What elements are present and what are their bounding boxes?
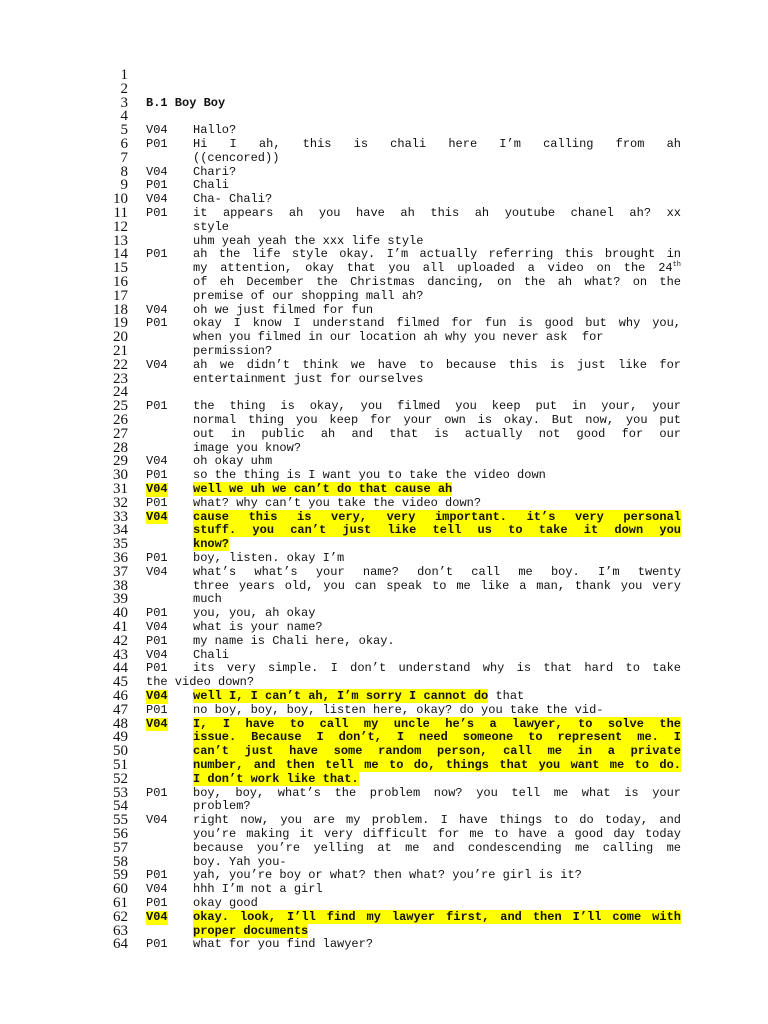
speaker-code: V04 bbox=[146, 123, 168, 138]
speaker-code: V04 bbox=[146, 647, 168, 662]
line-number: 36 bbox=[113, 550, 128, 566]
speaker-code: P01 bbox=[146, 606, 168, 621]
line-number: 2 bbox=[120, 80, 128, 97]
utterance-segment: Cha- Chali? bbox=[193, 192, 273, 207]
line-number: 29 bbox=[113, 453, 128, 470]
line-number: 21 bbox=[113, 343, 128, 359]
line-number: 33 bbox=[113, 508, 128, 525]
line-number: 35 bbox=[113, 536, 128, 553]
utterance-segment: ah we didn’t think we have to because this is just like for bbox=[193, 357, 681, 372]
utterance-text bbox=[193, 414, 681, 428]
line-number: 56 bbox=[113, 826, 128, 842]
utterance-text bbox=[193, 938, 681, 952]
utterance-segment: style bbox=[193, 219, 230, 234]
line-number: 57 bbox=[113, 839, 128, 856]
utterance-text bbox=[193, 497, 681, 511]
utterance-text bbox=[193, 359, 681, 373]
line-number: 61 bbox=[113, 895, 128, 911]
line-number: 60 bbox=[113, 881, 128, 898]
utterance-text bbox=[193, 511, 681, 525]
line-number: 26 bbox=[113, 412, 128, 428]
speaker-code: V04 bbox=[146, 454, 168, 469]
line-number: 62 bbox=[113, 908, 128, 925]
utterance-segment: boy. Yah you- bbox=[193, 854, 287, 869]
utterance-segment: boy, boy, what’s the problem now? you tell me what is your bbox=[193, 785, 681, 800]
line-number: 34 bbox=[113, 522, 128, 539]
utterance-segment: ah the life style okay. I’m actually referring this brought in bbox=[193, 247, 681, 262]
line-number: 6 bbox=[120, 136, 128, 152]
utterance-segment: hhh I’m not a girl bbox=[193, 882, 323, 897]
line-number: 53 bbox=[113, 784, 128, 801]
line-number: 12 bbox=[113, 218, 128, 235]
utterance-text bbox=[193, 235, 681, 249]
utterance-segment: Hi I ah, this is chali here I’m calling from ah bbox=[193, 137, 681, 151]
line-number: 55 bbox=[113, 812, 128, 829]
utterance-text bbox=[193, 166, 681, 180]
utterance-text bbox=[193, 662, 681, 676]
utterance-segment: oh okay uhm bbox=[193, 454, 273, 469]
line-number: 38 bbox=[113, 577, 128, 594]
utterance-segment: stuff. you can’t just like tell us to take it down you bbox=[193, 523, 681, 538]
line-number: 1 bbox=[120, 67, 128, 83]
utterance-segment: my name is Chali here, okay. bbox=[193, 633, 395, 648]
line-number: 23 bbox=[113, 370, 128, 387]
utterance-segment: my attention, okay that you all uploaded a video on the 24 bbox=[193, 261, 673, 276]
line-number: 4 bbox=[120, 108, 128, 125]
line-number: 39 bbox=[113, 591, 128, 608]
utterance-text bbox=[193, 483, 681, 497]
utterance-segment: okay. look, I’ll find my lawyer first, and then I’ll come with bbox=[193, 909, 681, 924]
line-number: 32 bbox=[113, 494, 128, 511]
utterance-segment: issue. Because I don’t, I need someone to represent me. I bbox=[193, 730, 681, 745]
line-number: 9 bbox=[120, 177, 128, 194]
utterance-segment: well I, I can’t ah, I’m sorry I cannot do bbox=[193, 689, 489, 703]
utterance-segment: it appears ah you have ah this ah youtube chanel ah? xx bbox=[193, 206, 681, 220]
line-number: 10 bbox=[113, 191, 128, 208]
utterance-text bbox=[193, 869, 681, 883]
utterance-text bbox=[193, 345, 681, 359]
line-number: 18 bbox=[113, 301, 128, 318]
utterance-segment-unhighlighted: that bbox=[488, 689, 525, 703]
utterance-segment: out in public ah and that is actually not good for our bbox=[193, 426, 681, 441]
utterance-text bbox=[193, 828, 681, 842]
speaker-code: V04 bbox=[146, 564, 168, 579]
utterance-segment: cause this is very, very important. it’s very personal bbox=[193, 509, 681, 524]
utterance-text bbox=[193, 469, 681, 483]
utterance-text bbox=[193, 442, 681, 456]
speaker-code: V04 bbox=[146, 813, 168, 828]
utterance-segment: of eh December the Christmas dancing, on the ah what? on the bbox=[193, 275, 681, 289]
utterance-segment: well we uh we can’t do that cause ah bbox=[193, 482, 453, 496]
utterance-text bbox=[193, 607, 681, 621]
utterance-text bbox=[193, 800, 681, 814]
line-number: 24 bbox=[113, 384, 128, 401]
utterance-text bbox=[193, 524, 681, 538]
utterance-text bbox=[193, 193, 681, 207]
utterance-segment: I, I have to call my uncle he’s a lawyer, to solve the bbox=[193, 716, 681, 731]
utterance-text bbox=[193, 731, 681, 745]
speaker-code: V04 bbox=[146, 164, 168, 179]
utterance-segment: Hallo? bbox=[193, 123, 237, 138]
speaker-code: V04 bbox=[146, 909, 168, 924]
line-number: 41 bbox=[113, 619, 128, 635]
utterance-segment: Chali bbox=[193, 178, 230, 193]
utterance-text bbox=[193, 842, 681, 856]
line-number: 46 bbox=[113, 688, 128, 704]
utterance-segment: what for you find lawyer? bbox=[193, 937, 374, 952]
line-number: 28 bbox=[113, 439, 128, 456]
utterance-segment: okay I know I understand filmed for fun is good but why you, bbox=[193, 316, 681, 331]
utterance-text bbox=[193, 759, 681, 773]
utterance-text bbox=[193, 400, 681, 414]
utterance-text bbox=[193, 621, 681, 635]
line-number: 3 bbox=[120, 94, 128, 111]
utterance-text bbox=[193, 704, 681, 718]
utterance-text bbox=[193, 773, 681, 787]
line-number: 43 bbox=[113, 646, 128, 663]
utterance-text bbox=[193, 814, 681, 828]
utterance-segment: what’s what’s your name? don’t call me boy. I’m twenty bbox=[193, 564, 681, 579]
speaker-code: P01 bbox=[146, 468, 168, 483]
speaker-code: P01 bbox=[146, 137, 168, 151]
line-number: 5 bbox=[120, 122, 128, 139]
line-number: 64 bbox=[113, 936, 128, 953]
speaker-code: V04 bbox=[146, 302, 168, 317]
line-number: 25 bbox=[113, 398, 128, 415]
speaker-code: P01 bbox=[146, 399, 168, 414]
utterance-segment: its very simple. I don’t understand why is that hard to take bbox=[193, 661, 681, 676]
utterance-segment: ((cencored)) bbox=[193, 150, 280, 165]
line-number: 59 bbox=[113, 867, 128, 884]
line-number: 13 bbox=[113, 232, 128, 249]
line-number: 50 bbox=[113, 743, 128, 760]
line-number: 37 bbox=[113, 563, 128, 580]
utterance-segment: normal thing you keep for your own is okay. But now, you put bbox=[193, 413, 681, 427]
section-heading: B.1 Boy Boy bbox=[146, 95, 226, 110]
speaker-code: V04 bbox=[146, 689, 168, 703]
line-number: 20 bbox=[113, 329, 128, 346]
line-number: 51 bbox=[113, 757, 128, 773]
utterance-text bbox=[193, 152, 681, 166]
utterance-text bbox=[193, 566, 681, 580]
speaker-code: P01 bbox=[146, 896, 168, 910]
utterance-segment: problem? bbox=[193, 799, 251, 814]
utterance-text bbox=[193, 593, 681, 607]
speaker-code: P01 bbox=[146, 247, 168, 262]
line-number: 17 bbox=[113, 287, 128, 304]
speaker-code: P01 bbox=[146, 868, 168, 883]
speaker-code: P01 bbox=[146, 785, 168, 800]
line-number: 19 bbox=[113, 315, 128, 332]
line-number: 30 bbox=[113, 467, 128, 484]
utterance-text bbox=[193, 331, 681, 345]
utterance-segment: yah, you’re boy or what? then what? you’re girl is it? bbox=[193, 868, 582, 883]
line-number: 31 bbox=[113, 481, 128, 497]
line-number: 49 bbox=[113, 729, 128, 746]
utterance-text bbox=[193, 317, 681, 331]
utterance-segment: you, you, ah okay bbox=[193, 606, 316, 621]
utterance-segment: I don’t work like that. bbox=[193, 771, 359, 786]
utterance-text bbox=[193, 856, 681, 870]
line-number: 8 bbox=[120, 163, 128, 180]
speaker-code: V04 bbox=[146, 882, 168, 897]
speaker-code: P01 bbox=[146, 178, 168, 193]
utterance-text bbox=[193, 580, 681, 594]
line-number: 48 bbox=[113, 715, 128, 732]
utterance-segment: because you’re yelling at me and condescending me calling me bbox=[193, 840, 681, 855]
line-number: 54 bbox=[113, 798, 128, 815]
line-number: 63 bbox=[113, 922, 128, 939]
utterance-segment: you’re making it very difficult for me to have a good day today bbox=[193, 827, 681, 841]
line-number: 27 bbox=[113, 425, 128, 442]
utterance-segment: the thing is okay, you filmed you keep put in your, your bbox=[193, 399, 681, 414]
utterance-segment: entertainment just for ourselves bbox=[193, 371, 424, 386]
utterance-segment: three years old, you can speak to me like a man, thank you very bbox=[193, 578, 681, 593]
utterance-text bbox=[193, 428, 681, 442]
utterance-text bbox=[193, 690, 681, 704]
speaker-code: P01 bbox=[146, 495, 168, 510]
utterance-segment: the video down? bbox=[146, 675, 255, 690]
speaker-code: V04 bbox=[146, 620, 168, 634]
utterance-text bbox=[193, 718, 681, 732]
utterance-segment: Chali bbox=[193, 647, 230, 662]
utterance-segment: can’t just have some random person, call me in a private bbox=[193, 744, 681, 759]
utterance-text bbox=[193, 897, 681, 911]
line-number: 45 bbox=[113, 674, 128, 691]
speaker-code: P01 bbox=[146, 551, 168, 565]
utterance-segment: image you know? bbox=[193, 440, 302, 455]
speaker-code: P01 bbox=[146, 206, 168, 220]
utterance-text bbox=[146, 676, 687, 690]
utterance-segment: boy, listen. okay I’m bbox=[193, 551, 345, 565]
line-number: 14 bbox=[113, 246, 128, 263]
utterance-text bbox=[193, 207, 681, 221]
utterance-text bbox=[193, 304, 681, 318]
utterance-text bbox=[193, 221, 681, 235]
utterance-text bbox=[193, 455, 681, 469]
speaker-code: P01 bbox=[146, 702, 168, 717]
utterance-segment: oh we just filmed for fun bbox=[193, 302, 374, 317]
utterance-segment: much bbox=[193, 592, 222, 607]
line-number: 47 bbox=[113, 701, 128, 718]
line-number: 58 bbox=[113, 853, 128, 870]
utterance-text bbox=[193, 138, 681, 152]
utterance-segment: okay good bbox=[193, 896, 258, 910]
utterance-text bbox=[193, 538, 681, 552]
line-number: 42 bbox=[113, 632, 128, 649]
utterance-text bbox=[193, 248, 681, 262]
line-number: 7 bbox=[120, 149, 128, 166]
line-number: 11 bbox=[113, 205, 128, 221]
utterance-segment: what is your name? bbox=[193, 620, 323, 634]
utterance-segment: when you filmed in our location ah why you never ask for bbox=[193, 330, 604, 345]
utterance-segment: know? bbox=[193, 537, 230, 552]
utterance-text bbox=[193, 290, 681, 304]
utterance-text bbox=[193, 635, 681, 649]
utterance-text bbox=[193, 276, 681, 290]
utterance-segment: proper documents bbox=[193, 923, 309, 938]
utterance-segment: Chari? bbox=[193, 164, 237, 179]
utterance-text bbox=[193, 552, 681, 566]
line-number: 44 bbox=[113, 660, 128, 677]
utterance-text bbox=[193, 925, 681, 939]
speaker-code: V04 bbox=[146, 509, 168, 524]
utterance-text bbox=[193, 911, 681, 925]
speaker-code: V04 bbox=[146, 482, 168, 496]
speaker-code: P01 bbox=[146, 316, 168, 331]
line-number: 40 bbox=[113, 605, 128, 622]
utterance-segment: right now, you are my problem. I have things to do today, and bbox=[193, 813, 681, 828]
line-number: 52 bbox=[113, 770, 128, 787]
line-number: 22 bbox=[113, 356, 128, 373]
utterance-text bbox=[193, 179, 681, 193]
utterance-text bbox=[193, 883, 681, 897]
utterance-segment: number, and then tell me to do, things that you want me to do. bbox=[193, 758, 681, 772]
ordinal-suffix: th bbox=[672, 261, 681, 270]
utterance-text bbox=[193, 787, 681, 801]
utterance-segment: permission? bbox=[193, 344, 273, 358]
speaker-code: P01 bbox=[146, 661, 168, 676]
line-number: 15 bbox=[113, 260, 128, 277]
utterance-segment: premise of our shopping mall ah? bbox=[193, 288, 424, 303]
utterance-text bbox=[193, 649, 681, 663]
utterance-segment: no boy, boy, boy, listen here, okay? do you take the vid- bbox=[193, 702, 604, 717]
speaker-code: P01 bbox=[146, 633, 168, 648]
speaker-code: V04 bbox=[146, 716, 168, 731]
utterance-text bbox=[193, 262, 681, 276]
utterance-segment: so the thing is I want you to take the video down bbox=[193, 468, 546, 483]
speaker-code: P01 bbox=[146, 937, 168, 952]
line-number: 16 bbox=[113, 274, 128, 290]
speaker-code: V04 bbox=[146, 357, 168, 372]
speaker-code: V04 bbox=[146, 192, 168, 207]
utterance-text bbox=[193, 745, 681, 759]
utterance-text bbox=[193, 373, 681, 387]
utterance-segment: what? why can’t you take the video down? bbox=[193, 495, 482, 510]
utterance-text bbox=[193, 124, 681, 138]
utterance-segment: uhm yeah yeah the xxx life style bbox=[193, 233, 424, 248]
